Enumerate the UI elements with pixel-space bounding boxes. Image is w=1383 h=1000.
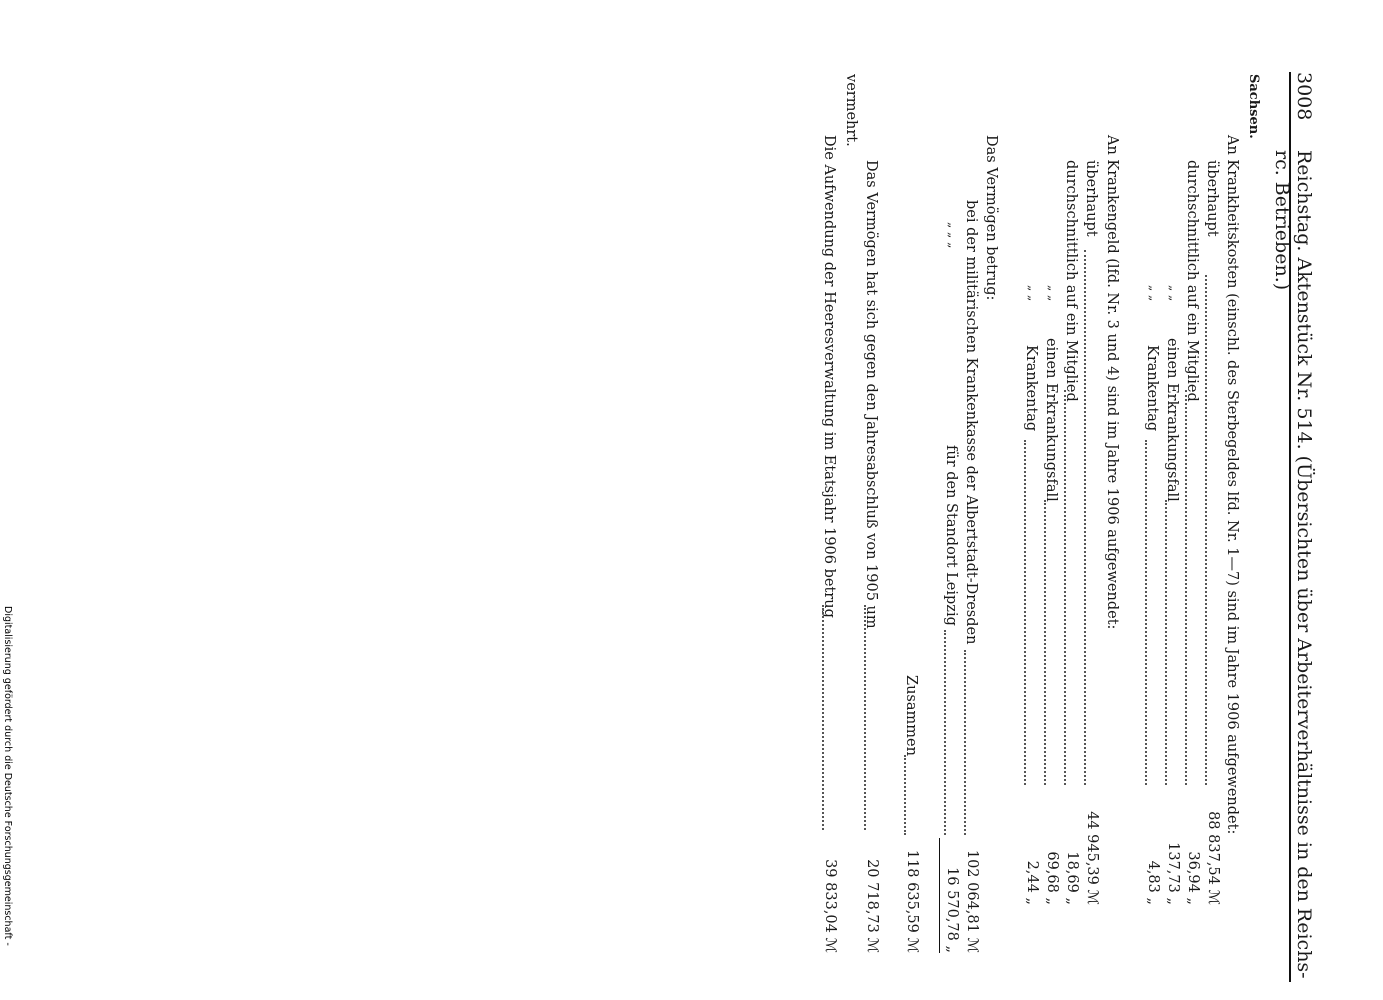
aufwendung-number: 39 833,04	[822, 859, 838, 933]
total-leader	[904, 755, 920, 835]
kk-row-3-number: 137,73	[1165, 842, 1181, 893]
kg-row-3-value	[1044, 800, 1060, 905]
kk-row-4-value	[1145, 800, 1161, 905]
page-number: 3008	[1293, 72, 1315, 121]
kg-row-3-ditto: „ „	[1046, 285, 1060, 302]
page-title: Reichstag. Aktenstück Nr. 514. (Übersichten über Arbeiterverhältnisse in den Reichs- rc. Betrieben.)	[1271, 150, 1315, 979]
vm-row-2-leader	[944, 630, 960, 835]
vermehrung-unit: ℳ	[864, 937, 880, 953]
kg-row-2-number: 18,69	[1064, 851, 1080, 893]
section-heading: Sachsen.	[1246, 74, 1261, 139]
sum-rule	[939, 838, 940, 953]
aufwendung-unit: ℳ	[822, 937, 838, 953]
kk-row-3-leader	[1165, 500, 1181, 785]
kg-row-2-label: durchschnittlich auf ein Mitglied	[1063, 160, 1079, 402]
kk-row-2-unit: „	[1185, 897, 1201, 905]
kk-row-3-unit: „	[1165, 897, 1181, 905]
total-number: 118 635,59	[904, 849, 920, 933]
vm-row-2-value	[944, 838, 960, 953]
header-rule	[1289, 72, 1291, 982]
krankengeld-intro: An Krankengeld (lfd. Nr. 3 und 4) sind im Jahre 1906 aufgewendet:	[1104, 135, 1120, 630]
aufwendung-text: Die Aufwendung der Heeresverwaltung im Etatsjahr 1906 betrug	[821, 135, 837, 618]
vm-row-1-label: bei der militärischen Krankenkasse der Albertstadt-Dresden	[963, 200, 979, 645]
kk-row-1-leader	[1205, 275, 1221, 785]
vermehrung-text: Das Vermögen hat sich gegen den Jahresabschluß von 1905 um	[863, 160, 879, 629]
aufwendung-value	[822, 838, 838, 953]
kk-row-4-unit: „	[1145, 897, 1161, 905]
kg-row-2-leader	[1064, 390, 1080, 785]
kg-row-3-label: einen Erkrankungsfall	[1043, 338, 1059, 502]
vm-row-1-value	[964, 838, 980, 953]
kk-row-1-unit: ℳ	[1205, 889, 1221, 905]
kg-row-4-leader	[1024, 440, 1040, 785]
kk-row-3-ditto: „ „	[1167, 285, 1181, 302]
kk-row-1-label: überhaupt	[1204, 160, 1220, 237]
credit-text: Digitalisierung gefördert durch die Deutsche Forschungsgemeinschaft -	[2, 606, 13, 946]
kk-row-4-ditto: „ „	[1147, 285, 1161, 302]
vermoegen-intro: Das Vermögen betrug:	[983, 135, 999, 301]
kg-row-3-leader	[1044, 500, 1060, 785]
kk-row-1-value	[1205, 800, 1221, 905]
kg-row-2-unit: „	[1064, 897, 1080, 905]
vermehrung-value	[864, 838, 880, 953]
kk-row-2-number: 36,94	[1185, 851, 1201, 893]
kk-row-2-label: durchschnittlich auf ein Mitglied	[1184, 160, 1200, 402]
total-unit: ℳ	[904, 937, 920, 953]
digitization-credit	[4, 606, 24, 996]
total-label: Zusammen	[903, 675, 919, 756]
kg-row-3-unit: „	[1044, 897, 1060, 905]
vm-row-2-unit: „	[944, 945, 960, 953]
kg-row-4-value	[1024, 800, 1040, 905]
vermehrung-leader	[864, 605, 880, 830]
kg-row-4-label: Krankentag	[1023, 345, 1039, 432]
vm-row-2-label: für den Standort Leipzig	[943, 445, 959, 626]
digitization-credit-inner	[0, 606, 18, 946]
kg-row-1-number: 44 945,39	[1084, 811, 1100, 885]
vm-row-1-number: 102 064,81	[964, 849, 980, 933]
vm-row-2-ditto: „ „ „	[946, 222, 960, 249]
kg-row-4-ditto: „ „	[1026, 285, 1040, 302]
kk-row-3-label: einen Erkrankungsfall	[1164, 338, 1180, 502]
kk-row-3-value	[1165, 800, 1181, 905]
total-value	[904, 838, 920, 953]
kk-row-4-leader	[1145, 440, 1161, 785]
kg-row-3-number: 69,68	[1044, 851, 1060, 893]
kg-row-1-leader	[1084, 250, 1100, 785]
aufwendung-leader	[822, 605, 838, 830]
vm-row-1-unit: ℳ	[964, 937, 980, 953]
kk-row-2-leader	[1185, 390, 1201, 785]
kg-row-4-number: 2,44	[1024, 860, 1040, 893]
vermehrung-number: 20 718,73	[864, 859, 880, 933]
krankheitskosten-intro: An Krankheitskosten (einschl. des Sterbegeldes lfd. Nr. 1—7) sind im Jahre 1906 aufgewendet:	[1224, 135, 1240, 835]
kg-row-1-label: überhaupt	[1083, 160, 1099, 237]
kk-row-1-number: 88 837,54	[1205, 811, 1221, 885]
vm-row-2-number: 16 570,78	[944, 867, 960, 941]
vermehrung-continuation: vermehrt.	[843, 74, 859, 147]
kk-row-4-label: Krankentag	[1144, 345, 1160, 432]
kg-row-2-value	[1064, 800, 1080, 905]
kg-row-1-unit: ℳ	[1084, 889, 1100, 905]
kg-row-1-value	[1084, 800, 1100, 905]
vm-row-1-leader	[964, 650, 980, 835]
kk-row-4-number: 4,83	[1145, 860, 1161, 893]
kk-row-2-value	[1185, 800, 1201, 905]
kg-row-4-unit: „	[1024, 897, 1040, 905]
